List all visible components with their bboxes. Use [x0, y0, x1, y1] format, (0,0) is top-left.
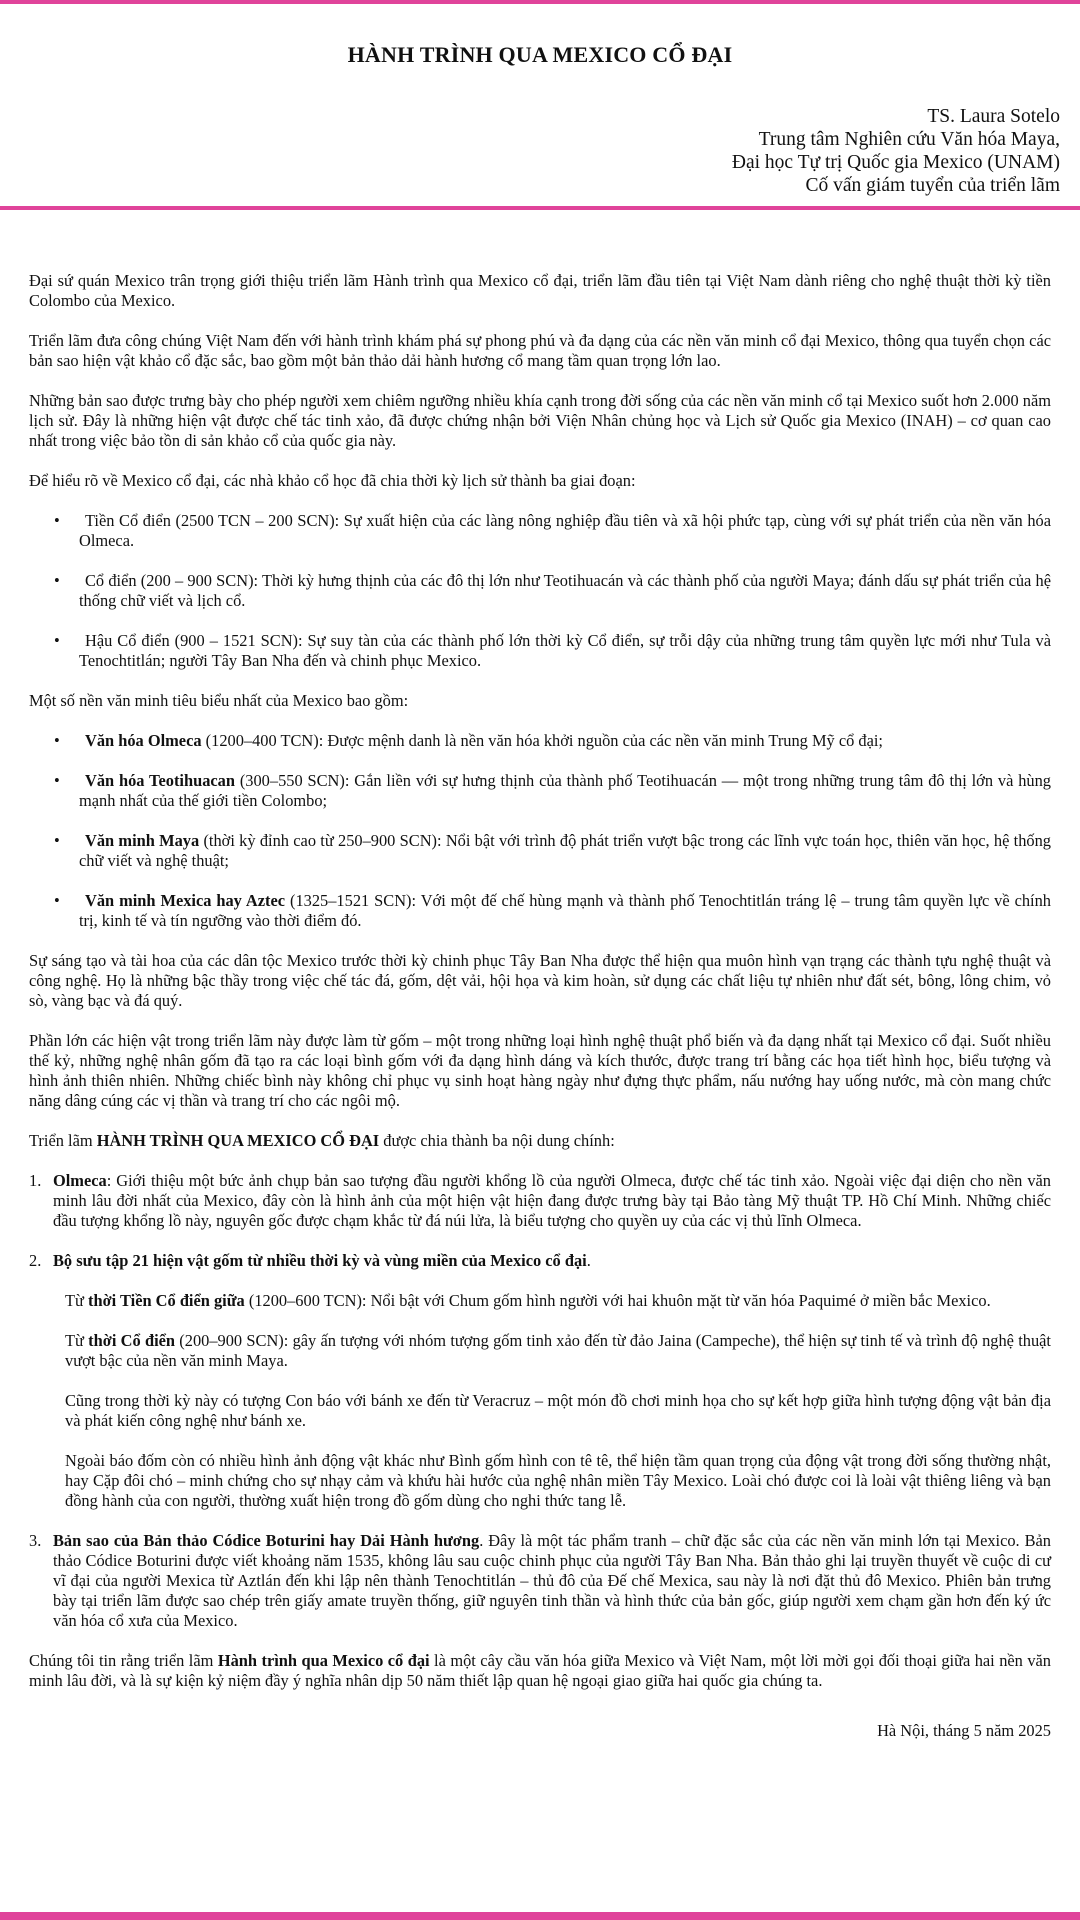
section-number: 2.: [29, 1251, 42, 1270]
periods-list: [29, 511, 1051, 671]
sub-text: (200–900 SCN): gây ấn tượng với nhóm tượng gốm tinh xảo đến từ đảo Jaina (Campeche), thể hiện sự tinh tế và trình độ nghệ thuật vượt bậc của nền văn minh Maya.: [65, 1331, 1051, 1370]
header-divider: [0, 206, 1080, 210]
section-title-end: .: [586, 1251, 591, 1270]
sub-text: Từ: [65, 1331, 89, 1350]
section-olmeca: [29, 1171, 1051, 1231]
body-paragraph: Phần lớn các hiện vật trong triển lãm này được làm từ gốm – một trong những loại hình nghệ thuật phổ biến và đa dạng nhất tại Mexico cổ đại. Suốt nhiều thế kỷ, những nghệ nhân gốm đã tạo ra các loại bình gốm với đa dạng hình dáng và kích thước, được trang trí bằng các họa tiết hình học, biểu tượng và hình ảnh thiên nhiên. Những chiếc bình này không chỉ phục vụ sinh hoạt hàng ngày như đựng thực phẩm, nấu nướng hay uống nước, mà còn mang chức năng dâng cúng các vị thần và trang trí cho các ngôi mộ.: [29, 1031, 1051, 1110]
sub-paragraph: [65, 1291, 1051, 1311]
list-item: [79, 631, 1051, 671]
author-affiliation-line-2: Đại học Tự trị Quốc gia Mexico (UNAM): [731, 152, 1060, 173]
body-paragraph: Sự sáng tạo và tài hoa của các dân tộc Mexico trước thời kỳ chinh phục Tây Ban Nha được thể hiện qua muôn hình vạn trạng các thành tựu nghệ thuật và công nghệ. Họ là những bậc thầy trong việc chế tác đá, gốm, dệt vải, hội họa và kim hoàn, sử dụng các chất liệu tự nhiên như đất sét, bông, lông chim, vỏ sò, vàng bạc và đá quý.: [29, 951, 1051, 1010]
list-item: [79, 831, 1051, 871]
section-codex: [29, 1531, 1051, 1631]
section-title: Bản sao của Bản thảo Códice Boturini hay Dải Hành hương: [53, 1531, 480, 1550]
list-item: [79, 771, 1051, 811]
civilization-text: (1200–400 TCN): Được mệnh danh là nền văn hóa khởi nguồn của các nền văn minh Trung Mỹ cổ đại;: [201, 731, 883, 750]
civilization-name: Văn minh Mexica hay Aztec: [85, 891, 286, 910]
period-text: Tiền Cổ điển (2500 TCN – 200 SCN): Sự xuất hiện của các làng nông nghiệp đầu tiên và xã hội phức tạp, cùng với sự phát triển của nền văn hóa Olmeca.: [79, 511, 1051, 550]
section-text: : Giới thiệu một bức ảnh chụp bản sao tượng đầu người khổng lồ của người Olmeca, được chế tác tinh xảo. Ngoài việc đại diện cho nền văn minh lâu đời nhất của Mexico, đây còn là hình ảnh của một hiện vật hiện đang được trưng bày tại Bảo tàng Mỹ thuật TP. Hồ Chí Minh. Những chiếc đầu tượng khổng lồ này, nguyên gốc được chạm khắc từ đá núi lửa, là biểu tượng cho quyền uy của các vị thủ lĩnh Olmeca.: [53, 1171, 1051, 1230]
intro-paragraph: Triển lãm đưa công chúng Việt Nam đến với hành trình khám phá sự phong phú và đa dạng của các nền văn minh cổ đại Mexico, thông qua tuyển chọn các bản sao hiện vật khảo cổ đặc sắc, bao gồm một bản thảo dải hành hương cổ mang tầm quan trọng lớn lao.: [29, 331, 1051, 370]
sub-paragraph: Ngoài báo đốm còn có nhiều hình ảnh động vật khác như Bình gốm hình con tê tê, thể hiện tầm quan trọng của động vật trong đời sống thường nhật, hay Cặp đôi chó – minh chứng cho sự nhạy cảm và khứu hài hước của nghệ nhân miền Tây Mexico. Loài chó được coi là loài vật thiêng liêng và bạn đồng hành của con người, thường xuất hiện trong đồ gốm dùng cho nghi thức tang lễ.: [65, 1451, 1051, 1510]
civilizations-intro: Một số nền văn minh tiêu biểu nhất của Mexico bao gồm:: [29, 691, 409, 710]
civilization-name: Văn minh Maya: [85, 831, 200, 850]
author-affiliation-line-1: Trung tâm Nghiên cứu Văn hóa Maya,: [758, 129, 1060, 150]
document-body: [29, 271, 1051, 1741]
author-block: [732, 105, 1060, 197]
top-accent-bar: [0, 0, 1080, 4]
list-item: [79, 731, 1051, 751]
closing-text: Chúng tôi tin rằng triển lãm: [29, 1651, 218, 1670]
section-title: Bộ sưu tập 21 hiện vật gốm từ nhiều thời kỳ và vùng miền của Mexico cổ đại: [53, 1251, 587, 1270]
place-date-signature: Hà Nội, tháng 5 năm 2025: [877, 1721, 1051, 1740]
bottom-accent-bar: [0, 1912, 1080, 1920]
sub-paragraph: [65, 1331, 1051, 1371]
civilization-text: (1325–1521 SCN): Với một đế chế hùng mạnh và thành phố Tenochtitlán tráng lệ – trung tâm quyền lực về chính trị, kinh tế và tín ngưỡng vào thời điểm đó.: [79, 891, 1051, 930]
intro-paragraph: Những bản sao được trưng bày cho phép người xem chiêm ngưỡng nhiều khía cạnh trong đời sống của các nền văn minh cổ tại Mexico suốt hơn 2.000 năm lịch sử. Đây là những hiện vật được chế tác tinh xảo, đã được chứng nhận bởi Viện Nhân chủng học và Lịch sử Quốc gia Mexico (INAH) – cơ quan cao nhất trong việc bảo tồn di sản khảo cổ của quốc gia này.: [29, 391, 1051, 450]
sub-paragraph: Cũng trong thời kỳ này có tượng Con báo với bánh xe đến từ Veracruz – một món đồ chơi minh họa cho sự kết hợp giữa hình tượng động vật bản địa và phát kiến công nghệ như bánh xe.: [65, 1391, 1051, 1430]
period-name: thời Tiền Cổ điển giữa: [88, 1291, 245, 1310]
content-intro-text: được chia thành ba nội dung chính:: [379, 1131, 615, 1150]
sub-text: (1200–600 TCN): Nổi bật với Chum gốm hình người với hai khuôn mặt từ văn hóa Paquimé ở miền bắc Mexico.: [244, 1291, 991, 1310]
section-title: Olmeca: [53, 1171, 107, 1190]
civilization-text: (300–550 SCN): Gắn liền với sự hưng thịnh của thành phố Teotihuacán — một trong những trung tâm đô thị lớn và hùng mạnh nhất của thế giới tiền Colombo;: [79, 771, 1051, 810]
sub-text: Từ: [65, 1291, 88, 1310]
periods-intro: Để hiểu rõ về Mexico cổ đại, các nhà khảo cổ học đã chia thời kỳ lịch sử thành ba giai đoạn:: [29, 471, 636, 490]
period-name: thời Cổ điển: [88, 1331, 176, 1350]
sections-list: [29, 1171, 1051, 1631]
civilization-name: Văn hóa Teotihuacan: [85, 771, 235, 790]
section-number: 3.: [29, 1531, 42, 1550]
intro-paragraph: Đại sứ quán Mexico trân trọng giới thiệu triển lãm Hành trình qua Mexico cổ đại, triển lãm đầu tiên tại Việt Nam dành riêng cho nghệ thuật thời kỳ tiền Colombo của Mexico.: [29, 271, 1051, 310]
period-text: Hậu Cổ điển (900 – 1521 SCN): Sự suy tàn của các thành phố lớn thời kỳ Cổ điển, sự trỗi dậy của những trung tâm quyền lực mới như Tula và Tenochtitlán; người Tây Ban Nha đến và chinh phục Mexico.: [79, 631, 1051, 670]
document-title: HÀNH TRÌNH QUA MEXICO CỔ ĐẠI: [347, 42, 733, 67]
civilizations-list: [29, 731, 1051, 931]
closing-text: là một cây cầu văn hóa giữa Mexico và Việt Nam, một lời mời gọi đối thoại giữa hai nền văn minh lâu đời, và là sự kiện kỷ niệm đầy ý nghĩa nhân dịp 50 năm thiết lập quan hệ ngoại giao giữa hai quốc gia chúng ta.: [29, 1651, 1051, 1690]
author-name: TS. Laura Sotelo: [927, 106, 1060, 127]
list-item: [79, 511, 1051, 551]
exhibition-name: Hành trình qua Mexico cổ đại: [217, 1651, 430, 1670]
closing-paragraph: [29, 1651, 1051, 1691]
content-intro: [29, 1131, 1051, 1151]
author-role: Cố vấn giám tuyển của triển lãm: [805, 175, 1060, 196]
civilization-text: (thời kỳ đỉnh cao từ 250–900 SCN): Nổi bật với trình độ phát triển vượt bậc trong các lĩnh vực toán học, thiên văn học, hệ thống chữ viết và nghệ thuật;: [79, 831, 1052, 870]
list-item: [79, 891, 1051, 931]
section-subparagraphs: [53, 1291, 1051, 1511]
exhibition-name: HÀNH TRÌNH QUA MEXICO CỔ ĐẠI: [96, 1131, 380, 1150]
period-text: Cổ điển (200 – 900 SCN): Thời kỳ hưng thịnh của các đô thị lớn như Teotihuacán và các thành phố của người Maya; đánh dấu sự phát triển của hệ thống chữ viết và lịch cổ.: [79, 571, 1051, 610]
section-ceramics: [29, 1251, 1051, 1511]
content-intro-text: Triển lãm: [29, 1131, 97, 1150]
section-number: 1.: [29, 1171, 42, 1190]
civilization-name: Văn hóa Olmeca: [85, 731, 202, 750]
section-text: . Đây là một tác phẩm tranh – chữ đặc sắc của các nền văn minh lớn tại Mexico. Bản thảo Códice Boturini được viết khoảng năm 1535, không lâu sau cuộc chinh phục của người Tây Ban Nha. Bản thảo ghi lại truyền thuyết về cuộc di cư vĩ đại của người Mexica từ Aztlán đến khi lập nên thành Tenochtitlán – thủ đô của Đế chế Mexica, sau này là nơi đặt thủ đô Mexico. Phiên bản trưng bày tại triển lãm được sao chép trên giấy amate truyền thống, giữ nguyên tinh thần và hình thức của bản gốc, giúp người xem chạm gần hơn đến ký ức văn hóa cổ xưa của Mexico.: [53, 1531, 1051, 1630]
list-item: [79, 571, 1051, 611]
